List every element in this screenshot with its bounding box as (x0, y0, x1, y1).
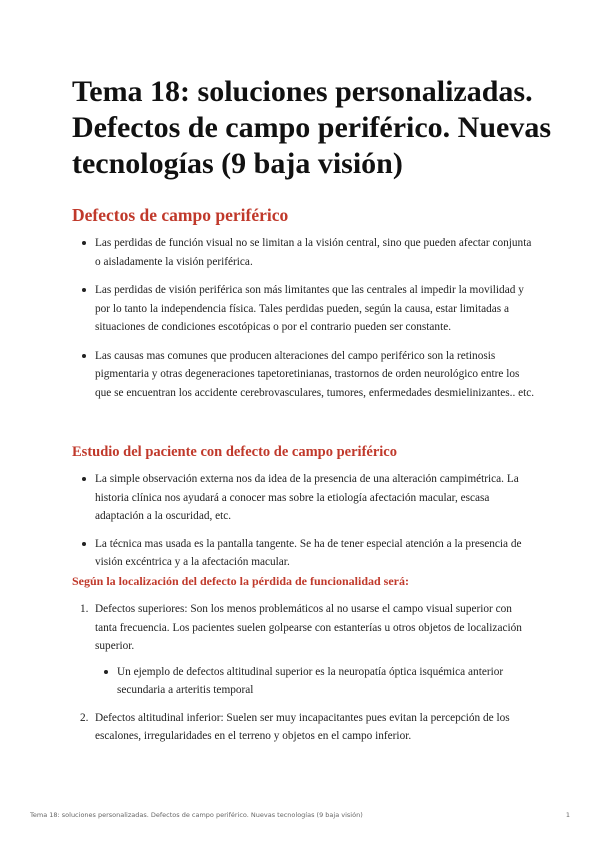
numbered-item (80, 709, 535, 746)
list-item-text: La técnica mas usada es la pantalla tangente. Se ha de tener especial atención a la presencia de visión excéntrica y a la afectación macular. (95, 537, 522, 568)
bullet-icon (104, 670, 108, 674)
list-item (95, 281, 535, 337)
list-item-text: Las perdidas de visión periférica son más limitantes que las centrales al impedir la movilidad y por lo tanto la independencia física. Tales perdidas pueden, según la causa, estar limitadas a situaciones de condiciones escotópicas o por el contrario pueden ser constante. (95, 284, 524, 333)
list-item-text: Defectos altitudinal inferior: Suelen ser muy incapacitantes pues evitan la percepción de los escalones, irregularidades en el terreno y objetos en el campo inferior. (95, 711, 510, 742)
bullet-icon (82, 477, 86, 481)
page-number: 1 (565, 811, 570, 819)
section-heading-defectos: Defectos de campo periférico (72, 205, 289, 225)
page-footer: Tema 18: soluciones personalizadas. Defectos de campo periférico. Nuevas tecnologías (9 baja visión) (30, 811, 363, 819)
bullet-icon (82, 241, 86, 245)
list-item-text: Un ejemplo de defectos altitudinal superior es la neuropatía óptica isquémica anterior secundaria a arteritis temporal (117, 665, 504, 696)
item-number: 1. (80, 603, 89, 615)
item-number: 2. (80, 711, 89, 724)
bullet-icon (82, 542, 86, 546)
list-item (95, 347, 535, 403)
list-item (95, 234, 535, 271)
list-item-text: Las causas mas comunes que producen alteraciones del campo periférico son la retinosis pigmentaria y otras degeneraciones tapetoretinianas, trastornos de orden neurológico entre los que se encuentran los accidente cerebrovasculares, tumores, enfermedades desmielinizantes.. etc. (95, 349, 535, 399)
list-item (95, 470, 535, 526)
sub-bullet-list (117, 663, 527, 700)
list-item (95, 535, 535, 572)
page-title: Tema 18: soluciones personalizadas. Defectos de campo periférico. Nuevas tecnologías (9 baja visión) (72, 75, 552, 180)
section-heading-estudio: Estudio del paciente con defecto de campo periférico (72, 444, 397, 460)
section-heading-localizacion: Según la localización del defecto la pérdida de funcionalidad será: (72, 574, 410, 588)
bullet-list-defectos (95, 234, 535, 402)
list-item-text: Las perdidas de función visual no se limitan a la visión central, sino que pueden afectar conjunta o aisladamente la visión periférica. (95, 237, 532, 268)
bullet-icon (82, 288, 86, 292)
numbered-item (80, 600, 535, 700)
bullet-icon (82, 354, 86, 358)
bullet-list-estudio (95, 470, 535, 572)
numbered-list-localizacion (80, 600, 535, 746)
list-item (117, 663, 527, 700)
list-item-text: Defectos superiores: Son los menos problemáticos al no usarse el campo visual superior con tanta frecuencia. Los pacientes suelen golpearse con estanterías u otros objetos de localización superior. (95, 603, 522, 652)
list-item-text: La simple observación externa nos da idea de la presencia de una alteración campimétrica. La historia clínica nos ayudará a conocer mas sobre la etiología afectación macular, escasa adaptación a la oscuridad, etc. (95, 473, 519, 522)
